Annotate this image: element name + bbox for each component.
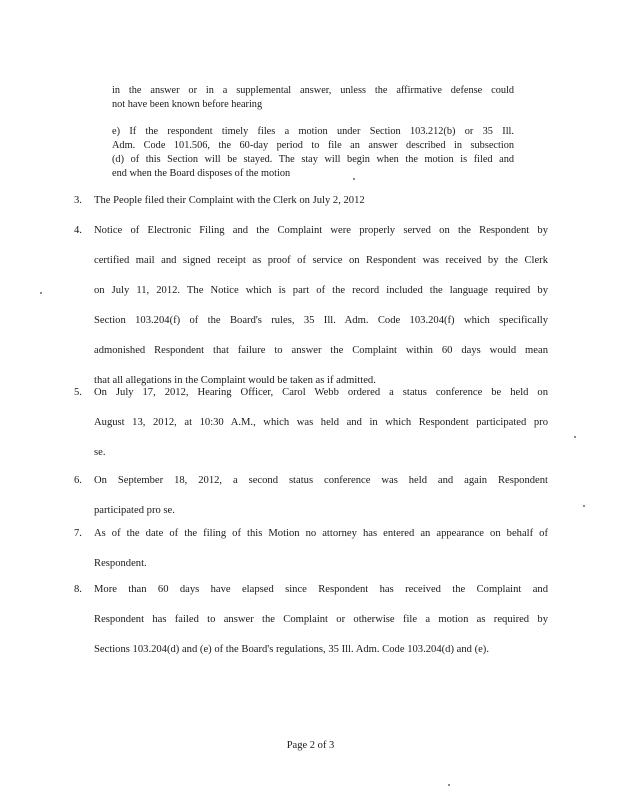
scan-speck <box>448 784 450 786</box>
quote-line: Adm. Code 101.506, the 60-day period to file an answer described in subsection <box>112 140 514 151</box>
quote-line: not have been known before hearing <box>112 99 263 110</box>
paragraph-line: certified mail and signed receipt as proof of service on Respondent was received by the Clerk <box>94 255 548 266</box>
paragraph-line: Sections 103.204(d) and (e) of the Board's regulations, 35 Ill. Adm. Code 103.204(d) and (e). <box>94 644 489 655</box>
paragraph-line: Respondent has failed to answer the Complaint or otherwise file a motion as required by <box>94 614 548 625</box>
paragraph-line: Section 103.204(f) of the Board's rules, 35 Ill. Adm. Code 103.204(f) which specifically <box>94 315 548 326</box>
paragraph-line: On July 17, 2012, Hearing Officer, Carol Webb ordered a status conference be held on <box>94 387 548 398</box>
paragraph-line: Respondent. <box>94 558 147 569</box>
paragraph-number: 4. <box>74 225 82 236</box>
paragraph-line: As of the date of the filing of this Motion no attorney has entered an appearance on behalf of <box>94 528 548 539</box>
paragraph-5 <box>74 378 548 468</box>
paragraph-number: 3. <box>74 195 82 206</box>
paragraph-number: 6. <box>74 475 82 486</box>
paragraph-line: that all allegations in the Complaint would be taken as if admitted. <box>94 375 376 386</box>
scan-speck <box>574 436 576 438</box>
scan-speck <box>40 292 42 294</box>
paragraph-line: admonished Respondent that failure to answer the Complaint within 60 days would mean <box>94 345 548 356</box>
quote-line: in the answer or in a supplemental answer, unless the affirmative defense could <box>112 85 514 96</box>
paragraph-number: 8. <box>74 584 82 595</box>
paragraph-3 <box>74 186 548 216</box>
paragraph-line: se. <box>94 447 106 458</box>
paragraph-line: The People filed their Complaint with the Clerk on July 2, 2012 <box>94 195 365 206</box>
paragraph-number: 7. <box>74 528 82 539</box>
paragraph-line: on July 11, 2012. The Notice which is part of the record included the language required by <box>94 285 548 296</box>
quoted-rule-subsection-e <box>112 125 514 181</box>
paragraph-7 <box>74 519 548 579</box>
paragraph-line: On September 18, 2012, a second status conference was held and again Respondent <box>94 475 548 486</box>
paragraph-line: More than 60 days have elapsed since Respondent has received the Complaint and <box>94 584 548 595</box>
quote-line: end when the Board disposes of the motion <box>112 168 291 179</box>
paragraph-4 <box>74 216 548 396</box>
paragraph-number: 5. <box>74 387 82 398</box>
quote-line: (d) of this Section will be stayed. The stay will begin when the motion is filed and <box>112 154 514 165</box>
paragraph-line: Notice of Electronic Filing and the Complaint were properly served on the Respondent by <box>94 225 548 236</box>
scan-speck <box>583 505 585 507</box>
paragraph-line: participated pro se. <box>94 505 175 516</box>
scan-speck <box>353 178 355 180</box>
page-number-footer: Page 2 of 3 <box>286 740 335 751</box>
paragraph-8 <box>74 575 548 665</box>
paragraph-6 <box>74 466 548 526</box>
paragraph-line: August 13, 2012, at 10:30 A.M., which was held and in which Respondent participated pro <box>94 417 548 428</box>
quoted-rule-continuation <box>112 84 514 112</box>
quote-line: e) If the respondent timely files a motion under Section 103.212(b) or 35 Ill. <box>112 126 514 137</box>
